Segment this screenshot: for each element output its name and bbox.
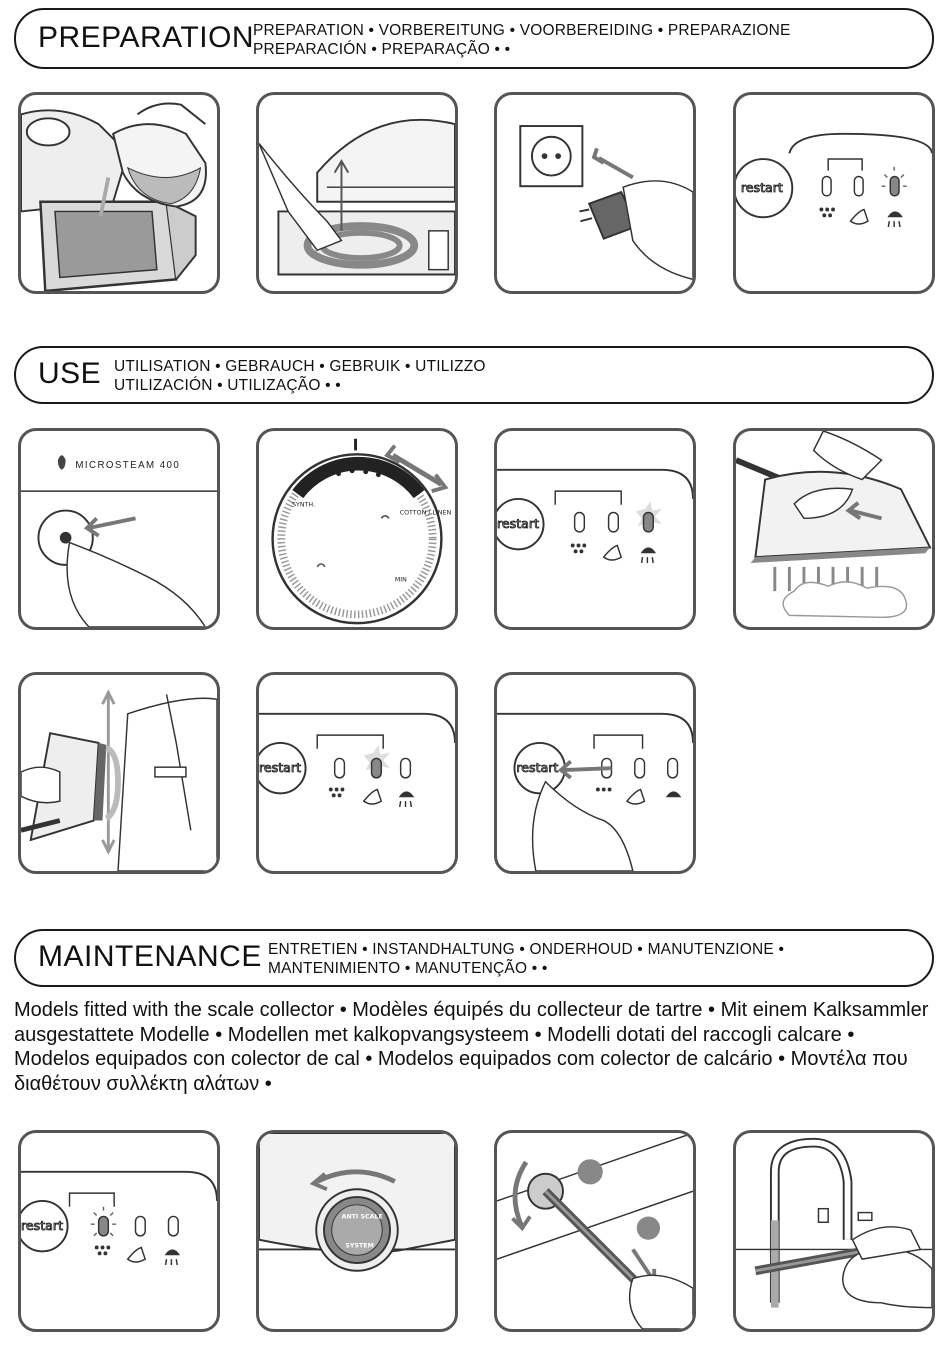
scale-cap-top-label: ANTI SCALE	[341, 1213, 383, 1221]
maintenance-languages	[268, 940, 784, 978]
brand-label: MICROSTEAM 400	[75, 459, 181, 471]
step-fill-water-tank	[18, 92, 220, 294]
restart-label-maint: restart	[21, 1218, 64, 1234]
step-power-on	[18, 428, 220, 630]
dial-silk-label: SILK / WOOL	[332, 476, 377, 484]
step-ready-light	[733, 92, 935, 294]
scale-cap-bottom-label: SYSTEM	[345, 1242, 374, 1250]
preparation-languages-line2: PREPARACIÓN • PREPARAÇÃO • •	[253, 41, 511, 58]
preparation-languages-line1: PREPARATION • VORBEREITUNG • VOORBEREIDING • PREPARAZIONE	[253, 22, 791, 39]
maintenance-languages-line1: ENTRETIEN • INSTANDHALTUNG • ONDERHOUD • MANUTENZIONE •	[268, 941, 785, 958]
step-temperature-dial	[256, 428, 458, 630]
dial-cotton-label: COTTON / LINEN	[399, 509, 452, 517]
preparation-header	[14, 8, 934, 69]
preparation-languages	[253, 21, 791, 59]
use-languages-line2: UTILIZACIÓN • UTILIZAÇÃO • •	[114, 377, 341, 394]
use-header	[14, 346, 934, 404]
step-unwind-cord	[256, 92, 458, 294]
maintenance-languages-line2: MANTENIMIENTO • MANUTENÇÃO • •	[268, 960, 548, 977]
use-languages	[114, 357, 486, 395]
step-ironing-steam	[733, 428, 935, 630]
maintenance-title: MAINTENANCE	[38, 940, 262, 973]
preparation-title: PREPARATION	[38, 21, 255, 54]
step-unscrew-collector	[256, 1130, 458, 1332]
dial-synth-label: SYNTH.	[291, 501, 316, 509]
maintenance-paragraph: Models fitted with the scale collector • Modèles équipés du collecteur de tartre • Mit einem Kalksammler ausgestattete Modelle • Modellen met kalkopvangsysteem • Modelli dotati del raccogli calcare • Modelos equipados con colector de cal • Modelos equipados com colector de calcário • Μοντέλα που διαθέτουν συλλέκτη αλάτων •	[14, 999, 929, 1095]
step-rinse-collector	[733, 1130, 935, 1332]
step-remove-collector	[494, 1130, 696, 1332]
dial-min-label: MIN	[394, 576, 407, 584]
maintenance-header	[14, 929, 934, 987]
restart-label-use6: restart	[259, 760, 302, 776]
step-steam-light-flash	[494, 428, 696, 630]
step-press-restart	[494, 672, 696, 874]
use-title: USE	[38, 357, 102, 390]
restart-label-use3: restart	[497, 516, 540, 532]
step-scale-light	[18, 1130, 220, 1332]
restart-label-prep: restart	[740, 180, 783, 196]
restart-label-use7: restart	[516, 760, 559, 776]
step-plug-in	[494, 92, 696, 294]
step-water-light	[256, 672, 458, 874]
step-vertical-steam	[18, 672, 220, 874]
use-languages-line1: UTILISATION • GEBRAUCH • GEBRUIK • UTILIZZO	[114, 358, 486, 375]
